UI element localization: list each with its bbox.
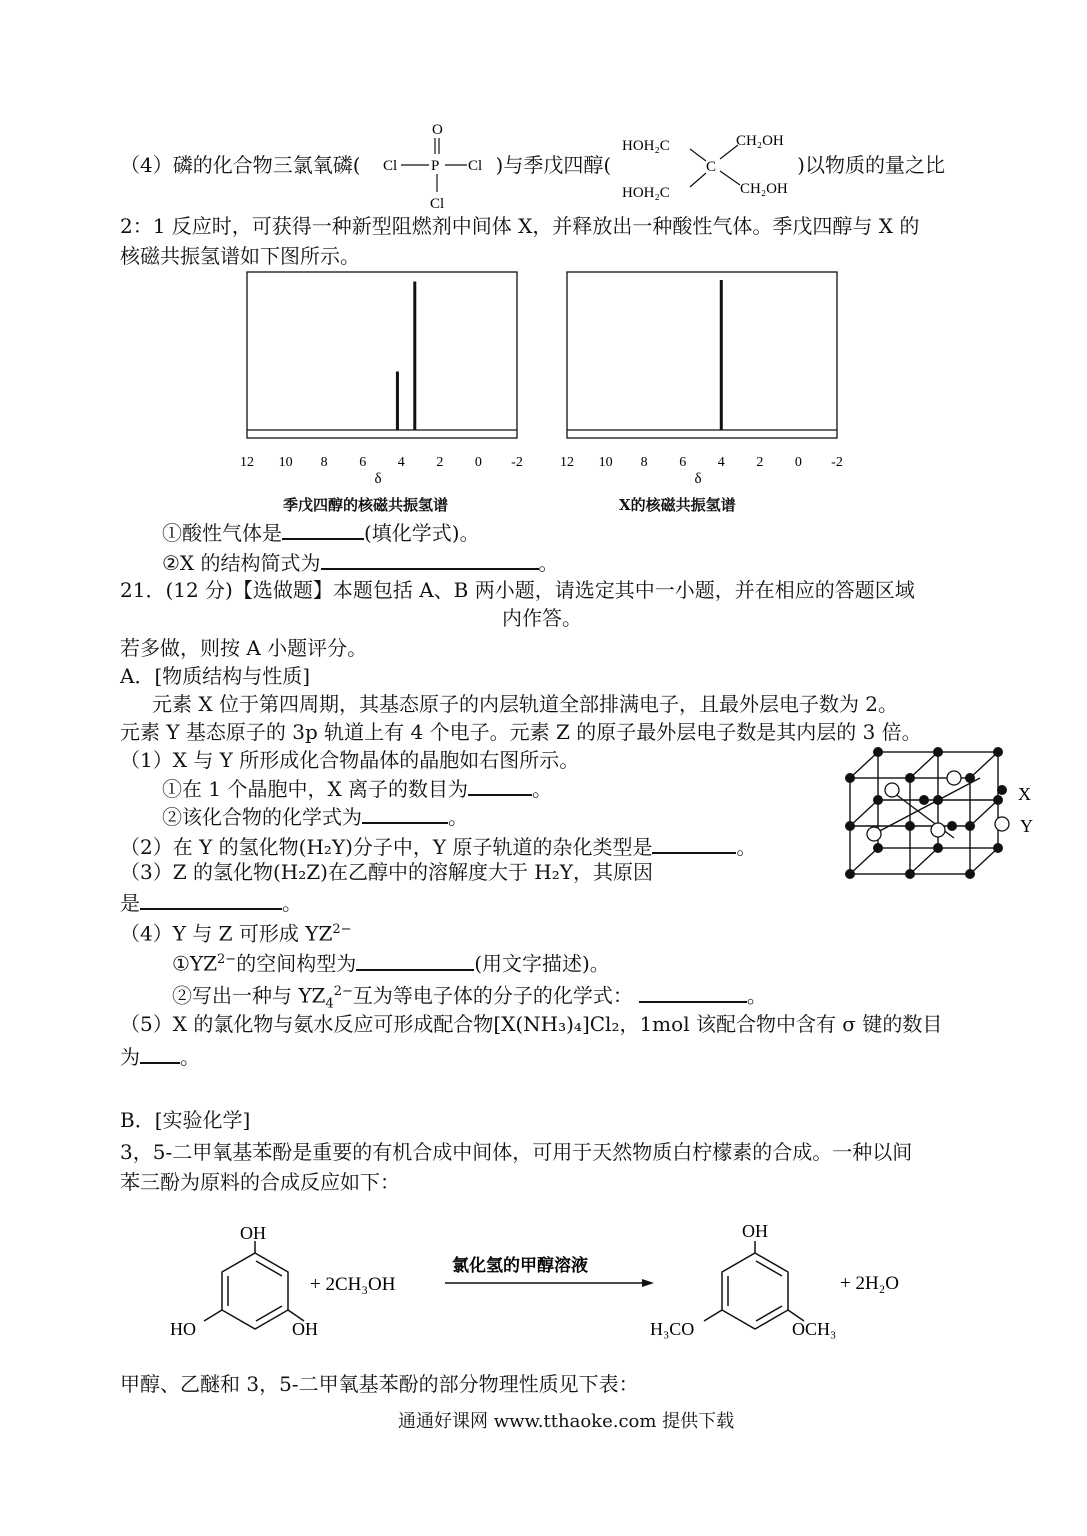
nmr-peak xyxy=(396,372,399,431)
rxn-p-left: H₃CO xyxy=(650,1319,695,1339)
footer: 通通好课网 www.tthaoke.com 提供下载 xyxy=(398,1411,735,1432)
q21-b-title: B．[实验化学] xyxy=(120,1108,251,1132)
period: 。 xyxy=(180,1045,200,1069)
q21-s3b xyxy=(120,890,302,915)
rxn-p-right: OCH₃ xyxy=(792,1319,837,1339)
nmr-chart-pentaerythritol xyxy=(235,270,535,485)
nmr-frame xyxy=(567,272,837,438)
pocl3-o: O xyxy=(432,122,443,138)
q4-item-a-tail: (填化学式)。 xyxy=(364,521,480,545)
nmr-tick-label: 12 xyxy=(560,455,574,470)
q21-s3b-text: 是 xyxy=(120,891,140,915)
rxn-p-oh: OH xyxy=(742,1221,768,1241)
nmr-tick-label: 8 xyxy=(320,455,328,470)
q21-intro1: 元素 X 位于第四周期，其基态原子的内层轨道全部排满电子，且最外层电子数为 2。 xyxy=(152,692,899,716)
pocl3-cl-bottom: Cl xyxy=(430,196,445,212)
q21-s5b-text: 为 xyxy=(120,1045,140,1069)
nmr-tick-label: 0 xyxy=(794,455,802,470)
nmr-tick-label: 6 xyxy=(359,455,367,470)
reaction-scheme xyxy=(160,1215,940,1350)
nmr-tick-label: 4 xyxy=(717,455,725,470)
answer-blank[interactable] xyxy=(282,520,364,540)
q4-item-a xyxy=(162,520,480,545)
q21-line1b: 内作答。 xyxy=(502,606,582,630)
q21-s2-text: （2）在 Y 的氢化物(H₂Y)分子中，Y 原子轨道的杂化类型是 xyxy=(120,835,653,859)
q21-s4b-pre: ②写出一种与 YZ xyxy=(172,983,326,1008)
q4-item-b xyxy=(162,550,559,575)
answer-blank[interactable] xyxy=(468,776,532,796)
nmr-tick-label: 8 xyxy=(640,455,648,470)
nmr-tick-label: 10 xyxy=(278,455,293,470)
q21-line1: 21．(12 分)【选做题】本题包括 A、B 两小题，请选定其中一小题，并在相应的答题区域 xyxy=(120,578,915,602)
legend-y: Y xyxy=(1020,816,1033,836)
q21-s4a-pre: ①YZ xyxy=(172,951,218,976)
q4-item-b-tail: 。 xyxy=(538,551,559,575)
q21-s4b-post: 互为等电子体的分子的化学式： xyxy=(352,983,633,1008)
q21-s4a xyxy=(172,948,610,976)
pocl3-structure xyxy=(355,118,495,218)
nmr-tick-label: 4 xyxy=(397,455,405,470)
pocl3-p: P xyxy=(431,158,440,174)
penta-br: CH₂OH xyxy=(740,181,788,197)
nmr-tick-label: 2 xyxy=(436,455,444,470)
q4-item-a-text: ①酸性气体是 xyxy=(162,521,282,545)
q21-s3a: （3）Z 的氢化物(H₂Z)在乙醇中的溶解度大于 H₂Y，其原因 xyxy=(120,860,653,884)
nmr-tick-label: 2 xyxy=(756,455,764,470)
period: 。 xyxy=(736,835,757,859)
legend-x: X xyxy=(1018,784,1031,804)
q21-a-title: A．[物质结构与性质] xyxy=(120,664,311,688)
nmr-peak xyxy=(413,282,416,431)
rxn-condition: 氯化氢的甲醇溶液 xyxy=(452,1256,588,1275)
answer-blank[interactable] xyxy=(140,890,282,910)
q21-b-intro1: 3，5-二甲氧基苯酚是重要的有机合成中间体，可用于天然物质白柠檬素的合成。一种以间 xyxy=(120,1140,913,1164)
q21-intro2: 元素 Y 基态原子的 3p 轨道上有 4 个电子。元素 Z 的原子最外层电子数是其内层的 3 倍。 xyxy=(120,720,922,744)
nmr2-caption: X的核磁共振氢谱 xyxy=(619,496,736,514)
q21-s5b xyxy=(120,1044,200,1069)
penta-center: C xyxy=(706,159,717,175)
q21-s1b xyxy=(162,804,468,829)
q21-s4a-post: 的空间构型为 xyxy=(236,951,357,976)
q21-s4b-sub: 4 xyxy=(325,996,334,1012)
table-intro: 甲醇、乙醚和 3，5-二甲氧基苯酚的部分物理性质见下表： xyxy=(120,1372,639,1396)
nmr-tick-label: 10 xyxy=(598,455,613,470)
q21-s4 xyxy=(120,918,352,946)
nmr-tick-label: 6 xyxy=(679,455,687,470)
q4-line1 xyxy=(120,153,945,177)
unit-cell-diagram xyxy=(830,738,1070,888)
answer-blank[interactable] xyxy=(362,804,448,824)
q4-item-b-text: ②X 的结构简式为 xyxy=(162,551,321,575)
rxn-plus2: + 2H₂O xyxy=(840,1273,900,1294)
q4-line2: 2：1 反应时，可获得一种新型阻燃剂中间体 X，并释放出一种酸性气体。季戊四醇与 X 的 xyxy=(120,214,920,238)
period: 。 xyxy=(448,805,468,829)
answer-blank[interactable] xyxy=(140,1044,180,1064)
nmr-tick-label: 12 xyxy=(240,455,254,470)
period: 。 xyxy=(746,983,767,1008)
q4-part1: （4）磷的化合物三氯氧磷( xyxy=(120,153,361,177)
rxn-ho-left: HO xyxy=(170,1319,196,1339)
q21-s4a-sup: 2− xyxy=(217,952,237,967)
rxn-plus1: + 2CH₃OH xyxy=(310,1274,396,1295)
q21-s1a-text: ①在 1 个晶胞中，X 离子的数目为 xyxy=(162,777,469,801)
answer-blank[interactable] xyxy=(639,983,747,1003)
q21-s2 xyxy=(120,834,756,859)
q21-s5a: （5）X 的氯化物与氨水反应可形成配合物[X(NH₃)₄]Cl₂，1mol 该配合物中含有 σ 键的数目 xyxy=(120,1012,943,1036)
rxn-oh-right: OH xyxy=(292,1319,318,1339)
q21-s4-sup: 2− xyxy=(332,922,352,937)
q21-s1: （1）X 与 Y 所形成化合物晶体的晶胞如右图所示。 xyxy=(120,748,580,772)
nmr-frame xyxy=(247,272,517,438)
answer-blank[interactable] xyxy=(356,951,474,971)
q4-line3: 核磁共振氢谱如下图所示。 xyxy=(120,244,360,268)
q21-s4-text: （4）Y 与 Z 可形成 YZ xyxy=(120,921,333,946)
q21-line2: 若多做，则按 A 小题评分。 xyxy=(120,636,368,660)
q21-s1b-text: ②该化合物的化学式为 xyxy=(162,805,362,829)
nmr-chart-x xyxy=(555,270,855,485)
nmr-xlabel: δ xyxy=(694,471,702,485)
pocl3-cl-left: Cl xyxy=(383,158,398,174)
nmr-tick-label: -2 xyxy=(511,455,523,470)
nmr-tick-label: -2 xyxy=(831,455,843,470)
period: 。 xyxy=(532,777,553,801)
nmr-tick-label: 0 xyxy=(474,455,482,470)
answer-blank[interactable] xyxy=(321,550,539,570)
answer-blank[interactable] xyxy=(652,834,736,854)
nmr1-caption: 季戊四醇的核磁共振氢谱 xyxy=(283,496,449,514)
q4-part2: )与季戊四醇( xyxy=(495,153,612,177)
nmr-peak xyxy=(720,280,723,430)
penta-tr: CH₂OH xyxy=(736,133,784,149)
nmr-xlabel: δ xyxy=(374,471,382,485)
pentaerythritol-structure xyxy=(620,125,810,210)
pocl3-cl-right: Cl xyxy=(468,158,483,174)
q21-s4b-sup: 2− xyxy=(333,984,353,999)
rxn-oh-top: OH xyxy=(240,1223,266,1243)
q4-part3: )以物质的量之比 xyxy=(797,153,945,177)
penta-bl: HOH₂C xyxy=(622,185,670,201)
period: 。 xyxy=(282,891,302,915)
q21-s1a xyxy=(162,776,552,801)
penta-tl: HOH₂C xyxy=(622,138,670,154)
q21-s4a-tail: (用文字描述)。 xyxy=(474,951,610,976)
q21-b-intro2: 苯三酚为原料的合成反应如下： xyxy=(120,1170,400,1194)
